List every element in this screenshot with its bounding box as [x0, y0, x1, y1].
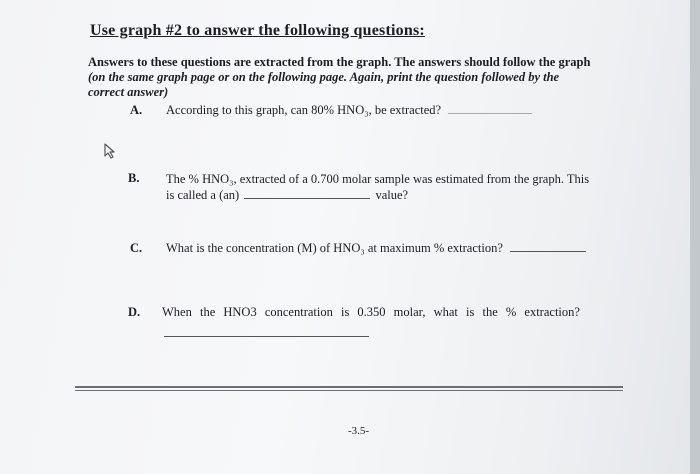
question-b — [166, 171, 636, 203]
question-b-text-line-2 — [166, 187, 636, 203]
question-a-text: According to this graph, can 80% HNO₃, be extracted? — [166, 103, 442, 117]
divider-line-top — [75, 386, 623, 388]
question-c-text: What is the concentration (M) of HNO₃ at maximum % extraction? — [166, 241, 503, 255]
page-heading: Use graph #2 to answer the following questions: — [90, 22, 425, 39]
page-edge-shadow — [690, 0, 700, 474]
instructions-line-1: Answers to these questions are extracted from the graph. The answers should follow the graph — [88, 55, 591, 69]
question-d-letter: D. — [128, 305, 141, 319]
question-d-answer-blank — [164, 336, 369, 337]
page-number: -3.5- — [348, 425, 370, 437]
question-b-letter: B. — [128, 171, 140, 185]
question-a-answer-blank — [448, 103, 532, 114]
question-b-answer-blank — [244, 188, 370, 199]
mouse-pointer-icon — [103, 143, 117, 159]
question-b-text-part-3: value? — [375, 188, 409, 202]
question-c — [166, 241, 586, 256]
question-c-answer-blank — [510, 241, 586, 252]
question-b-text-part-2: is called a (an) — [166, 188, 240, 202]
divider-line-bottom — [75, 390, 623, 391]
question-a — [166, 103, 532, 118]
question-d-text: When the HNO3 concentration is 0.350 molar, what is the % extraction? — [162, 305, 580, 319]
instructions — [88, 55, 628, 100]
instructions-line-3: correct answer) — [88, 85, 169, 99]
question-a-letter: A. — [130, 103, 143, 117]
question-b-text-line-1: The % HNO₃, extracted of a 0.700 molar sample was estimated from the graph. This — [166, 172, 590, 186]
question-c-letter: C. — [130, 241, 143, 255]
instructions-line-2: (on the same graph page or on the following page. Again, print the question followed by the — [88, 70, 560, 84]
